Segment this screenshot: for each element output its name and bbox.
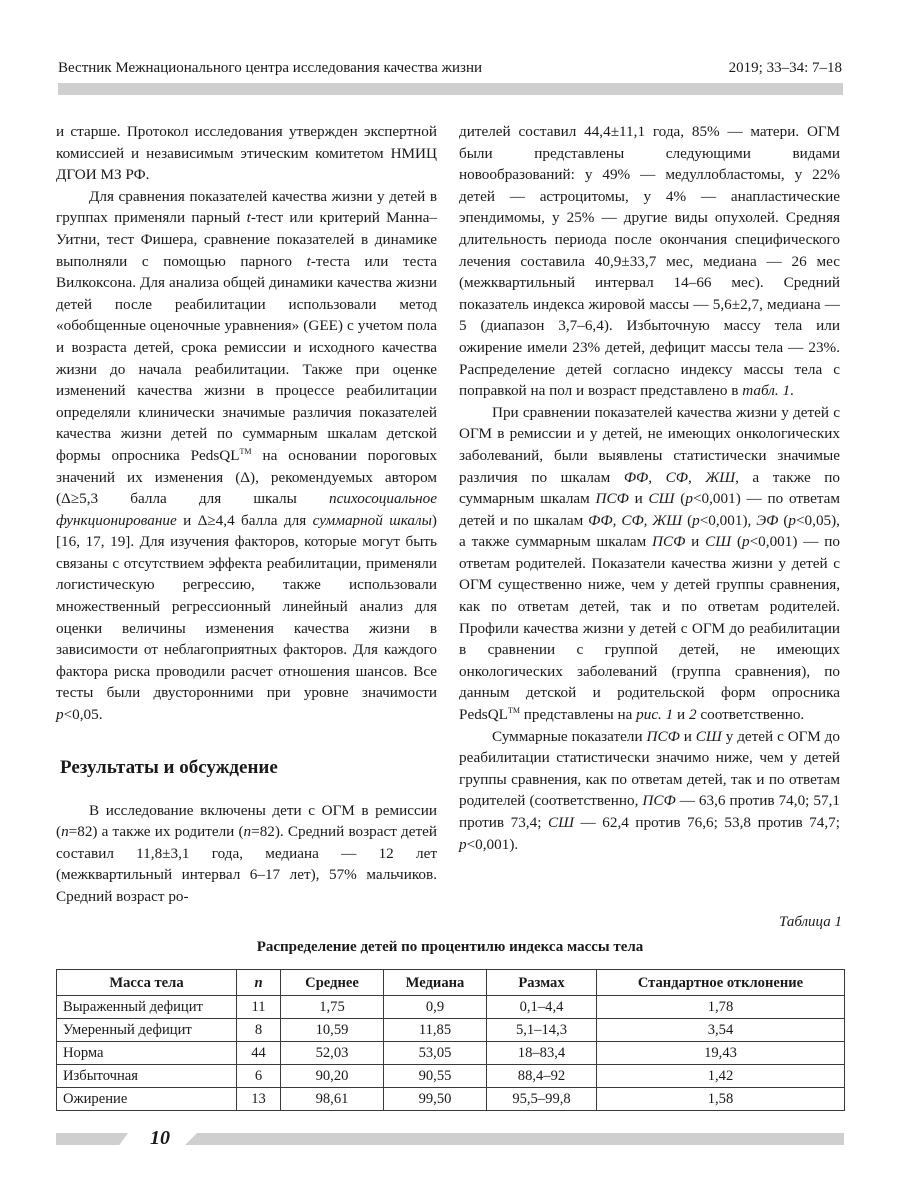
table-row: [57, 1019, 845, 1042]
text-run: Суммарные показатели: [492, 727, 647, 745]
cell-n: 13: [237, 1088, 281, 1111]
italic-run: ПСФ: [646, 727, 680, 745]
cell-range: 88,4–92: [487, 1065, 597, 1088]
text-run: (: [682, 511, 693, 529]
italic-run: психосоциальное функционирование: [56, 490, 437, 529]
text-run: Для сравнения показателей качества жизни у детей в группах применяли парный: [56, 187, 437, 227]
cell-mean: 1,75: [281, 996, 384, 1019]
header-median: Медиана: [384, 970, 487, 996]
cell-mean: 98,61: [281, 1088, 384, 1111]
italic-run: СШ: [705, 533, 732, 551]
cell-n: 8: [237, 1019, 281, 1042]
header-rule: [58, 83, 843, 95]
paragraph: [459, 121, 840, 402]
text-run: <0,001) — по ответам детей и по шкалам: [459, 490, 841, 529]
text-run: , а также по суммарным шкалам: [459, 468, 840, 508]
paragraph: [56, 186, 437, 726]
text-run: на основании пороговых значений их изменения (Δ), рекомендуемых автором (Δ≥5,3 балла для шкалы: [56, 446, 437, 508]
cell-weight: Норма: [57, 1042, 237, 1065]
header-sd: Стандартное отклонение: [597, 970, 845, 996]
text-run: <0,05.: [63, 706, 103, 724]
text-run: у детей с ОГМ до реабилитации статистически значимо ниже, чем у детей группы сравнения, как по ответам детей, так и по ответам родителей (соответственно,: [459, 727, 840, 810]
cell-weight: Умеренный дефицит: [57, 1019, 237, 1042]
text-run: представлены на: [519, 706, 637, 724]
paragraph: [459, 402, 840, 726]
italic-run: p: [685, 490, 693, 508]
italic-run: p: [742, 533, 750, 551]
text-run: =82) а также их родители (: [68, 823, 244, 841]
cell-mean: 52,03: [281, 1042, 384, 1065]
text-run: — 63,6 против 74,0; 57,1 против 73,4;: [459, 792, 840, 831]
italic-run: t: [246, 209, 251, 227]
trademark-mark: TM: [239, 446, 252, 456]
italic-run: ПСФ: [652, 533, 686, 551]
bmi-table: [56, 969, 845, 1111]
cell-weight: Избыточная: [57, 1065, 237, 1088]
text-run: (: [731, 533, 743, 551]
italic-run: t: [306, 252, 311, 270]
text-run: В исследование включены дети с ОГМ в ремиссии (: [56, 801, 437, 841]
figure-reference: 2: [688, 706, 697, 724]
text-run: <0,001).: [466, 835, 519, 853]
text-run: -тест или критерий Манна–Уитни, тест Фишера, сравнение показателей в динамике выполняли с помощью парного: [56, 209, 437, 270]
cell-mean: 90,20: [281, 1065, 384, 1088]
header-range: Размах: [487, 970, 597, 996]
cell-median: 90,55: [384, 1065, 487, 1088]
text-run: — 62,4 против 76,6; 53,8 против 74,7;: [573, 814, 840, 831]
text-run: и: [685, 533, 706, 551]
cell-range: 0,1–4,4: [487, 996, 597, 1019]
footer-rule-left: [56, 1133, 128, 1145]
cell-median: 99,50: [384, 1088, 487, 1111]
table-title: Распределение детей по процентилю индекса массы тела: [256, 939, 644, 955]
table-row: [57, 1088, 845, 1111]
text-run: <0,05), а также суммарным шкалам: [459, 511, 840, 551]
trademark-mark: TM: [507, 706, 520, 716]
cell-weight: Выраженный дефицит: [57, 996, 237, 1019]
italic-run: СШ: [648, 490, 675, 508]
italic-run: ФФ, СФ, ЖШ: [623, 468, 736, 486]
page-number: 10: [150, 1127, 170, 1149]
italic-run: ПСФ: [595, 490, 629, 508]
table-reference: табл. 1: [742, 382, 791, 400]
header-mean: Среднее: [281, 970, 384, 996]
text-run: =82). Средний возраст детей составил 11,8±3,1 года, медиана — 12 лет (межквартильный интервал 6–17 лет), 57% мальчиков. Средний возраст ро-: [56, 823, 437, 905]
text-run: ) [16, 17, 19]. Для изучения факторов, которые могут быть связаны с отсутствием эффекта реабилитации, применяли логистическую регрессию, также использовали множественный регрессионный линейный анализ для оценки величины изменения качества жизни в зависимости от неблагоприятных факторов. Для каждого фактора риска проводили расчет отношения шансов. Все тесты были двусторонними при уровне значимости: [56, 511, 437, 702]
paragraph: [459, 726, 840, 856]
cell-n: 6: [237, 1065, 281, 1088]
text-run: и Δ≥4,4 балла для: [176, 511, 313, 529]
italic-run: СШ: [547, 814, 574, 831]
text-run: При сравнении показателей качества жизни у детей с ОГМ в ремиссии и у детей, не имеющих онкологических заболеваний, были выявлены статистически значимые различия по шкалам: [459, 403, 840, 486]
table-caption: Таблица 1: [779, 914, 842, 930]
italic-run: СШ: [695, 727, 722, 745]
left-column: [56, 121, 437, 908]
paragraph: [56, 800, 437, 908]
cell-mean: 10,59: [281, 1019, 384, 1042]
table-row: [57, 996, 845, 1019]
cell-sd: 1,42: [597, 1065, 845, 1088]
italic-run: p: [692, 511, 700, 529]
cell-range: 5,1–14,3: [487, 1019, 597, 1042]
text-run: <0,001) — по ответам родителей. Показатели качества жизни у детей с ОГМ существенно ниже, чем у детей группы сравнения, как по ответам детей, так и по ответам родителей. Профили качества жизни у детей с ОГМ до реабилитации в сравнении с группой детей, не имеющих онкологических заболеваний (группа сравнения), по данным детской и родительской форм опросника PedsQL: [459, 533, 840, 724]
italic-run: n: [61, 823, 69, 841]
table-header-row: [57, 970, 845, 996]
section-heading: Результаты и обсуждение: [60, 756, 278, 778]
header-n-label: n: [254, 974, 263, 991]
cell-range: 18–83,4: [487, 1042, 597, 1065]
cell-n: 11: [237, 996, 281, 1019]
text-run: (: [778, 511, 789, 529]
italic-run: ПСФ: [642, 792, 676, 810]
text-run: дителей составил 44,4±11,1 года, 85% — матери. ОГМ были представлены следующими видами новообразований: у 49% — медуллобластомы, у 22% детей — астроцитомы, у 4% — анапластические эпендимомы, у 25% — другие виды опухолей. Средняя длительность периода после окончания специфического лечения составила 40,9±33,7 мес, медиана — 26 мес (межквартильный интервал 14–66 мес). Средний показатель индекса жировой массы — 5,6±2,7, медиана — 5 (диапазон 3,7–6,4). Избыточную массу тела или ожирение имели 23% детей, дефицит массы тела — 23%. Распределение детей согласно индексу массы тела с поправкой на пол и возраст представлено в: [459, 123, 840, 400]
cell-sd: 19,43: [597, 1042, 845, 1065]
table-row: [57, 1065, 845, 1088]
cell-range: 95,5–99,8: [487, 1088, 597, 1111]
text-run: и: [673, 706, 689, 724]
text-run: <0,001),: [699, 511, 757, 529]
italic-run: p: [56, 706, 64, 724]
paragraph: и старше. Протокол исследования утвержден экспертной комиссией и независимым этическим комитетом НМИЦ ДГОИ МЗ РФ.: [56, 123, 437, 184]
cell-n: 44: [237, 1042, 281, 1065]
text-run: и: [679, 727, 696, 745]
italic-run: суммарной шкалы: [312, 511, 432, 529]
cell-weight: Ожирение: [57, 1088, 237, 1111]
italic-run: ФФ, СФ, ЖШ: [588, 511, 683, 529]
table-row: [57, 1042, 845, 1065]
header-n: [237, 970, 281, 996]
footer-rule-right: [185, 1133, 844, 1145]
italic-run: p: [459, 835, 467, 853]
italic-run: p: [788, 511, 796, 529]
italic-run: n: [243, 823, 252, 841]
right-column: [459, 121, 840, 855]
cell-median: 53,05: [384, 1042, 487, 1065]
cell-median: 11,85: [384, 1019, 487, 1042]
cell-median: 0,9: [384, 996, 487, 1019]
journal-title: Вестник Межнационального центра исследования качества жизни: [58, 60, 483, 76]
cell-sd: 1,78: [597, 996, 845, 1019]
text-run: и: [628, 490, 649, 508]
text-run: соответственно.: [696, 706, 805, 724]
cell-sd: 1,58: [597, 1088, 845, 1111]
text-run: (: [674, 490, 686, 508]
header-weight: Масса тела: [57, 970, 237, 996]
text-run: -теста или теста Вилкоксона. Для анализа общей динамики качества жизни детей после реабилитации использовали метод «обобщенные оценочные уравнения» (GEE) с учетом пола и возраста детей, срока ремиссии и исходного качества жизни до начала реабилитации. Также при оценке изменений качества жизни в процессе реабилитации определяли клинически значимые различия показателей качества жизни детей по суммарным шкалам детской формы опросника PedsQL: [56, 252, 437, 464]
cell-sd: 3,54: [597, 1019, 845, 1042]
text-run: .: [790, 382, 794, 400]
issue-info: 2019; 33–34: 7–18: [728, 60, 842, 76]
figure-reference: рис. 1: [636, 706, 674, 724]
italic-run: ЭФ: [756, 511, 779, 529]
